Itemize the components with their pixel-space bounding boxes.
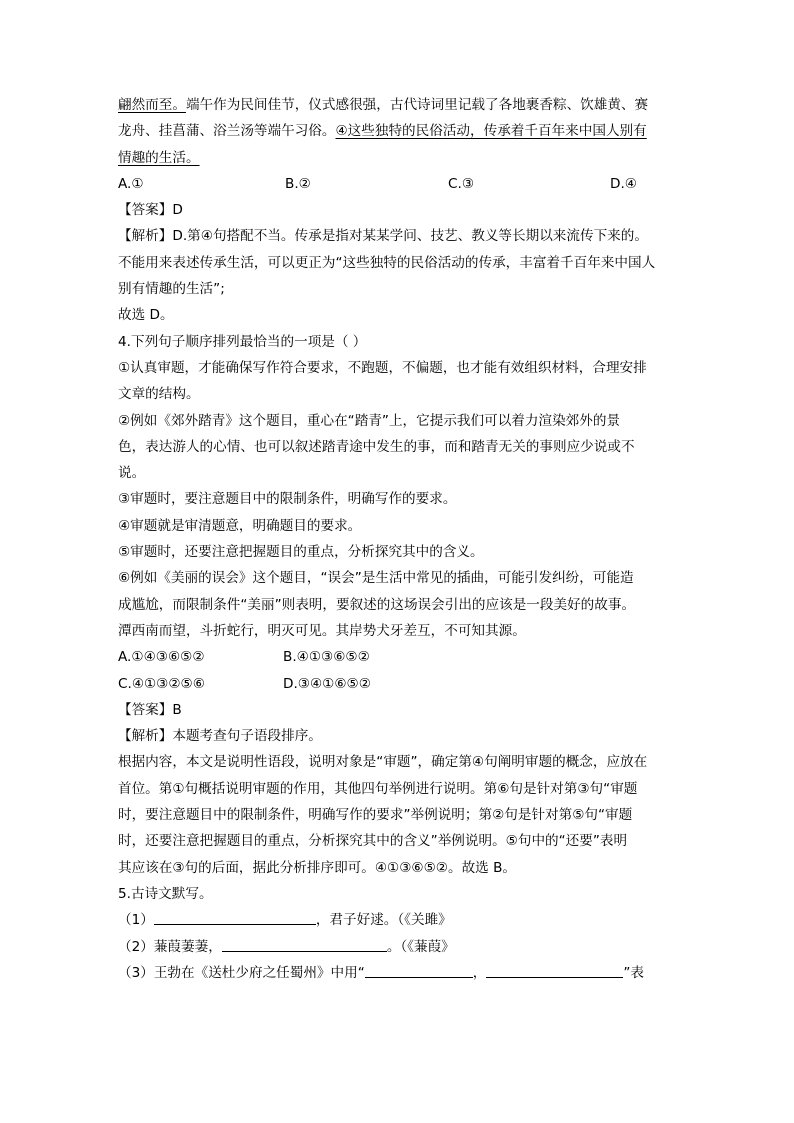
item-text: ，君子好逑。（《关雎》: [315, 912, 452, 929]
q4-sentence-line: ①认真审题，才能确保写作符合要求，不跑题，不偏题，也才能有效组织材料，合理安排: [118, 359, 647, 376]
answer-blank[interactable]: [154, 910, 316, 925]
item-number: （1）: [118, 912, 154, 929]
q4-sentence-line: ⑥例如《美丽的误会》这个题目，“误会”是生活中常见的插曲，可能引发纠纷，可能造: [118, 570, 634, 587]
option-d[interactable]: D.③④①⑥⑤②: [283, 675, 371, 692]
option-c[interactable]: C.④①③②⑤⑥: [118, 675, 205, 692]
q4-analysis-line: 时，要注意题目中的限制条件，明确写作的要求”举例说明；第②句是针对第⑤句“审题: [118, 807, 633, 824]
item-text: （2）蒹葭萋萋，: [118, 938, 222, 955]
q3-passage-line-3: [118, 145, 678, 171]
q4-sentence-line: 潭西南而望，斗折蛇行，明灭可见。其岸势犬牙差互，不可知其源。: [118, 622, 526, 639]
q4-analysis-line: 根据内容，本文是说明性语段，说明对象是“审题”，确定第④句阐明审题的概念，应放在: [118, 754, 648, 771]
option-b[interactable]: B.②: [285, 175, 311, 192]
q4-sentence-line: 成尴尬，而限制条件“美丽”则表明，要叙述的这场误会引出的应该是一段美好的故事。: [118, 596, 636, 613]
q4-analysis-line: 【解析】本题考查句子语段排序。: [118, 728, 322, 745]
q3-passage-line-2: [118, 118, 678, 144]
q4-answer: 【答案】B: [118, 701, 182, 718]
q4-sentence-line: ④审题就是审清题意，明确题目的要求。: [118, 517, 362, 534]
q4-sentence-line: 色，表达游人的心情、也可以叙述踏青途中发生的事，而和踏青无关的事则应少说或不: [118, 438, 635, 455]
item-text: 。（《蒹葭》: [386, 938, 455, 955]
q5-item-1: [118, 907, 678, 933]
q3-analysis-line: 【解析】D.第④句搭配不当。传承是指对某某学问、技艺、教义等长期以来流传下来的。: [118, 228, 648, 245]
q4-sentence-line: ③审题时，要注意题目中的限制条件，明确写作的要求。: [118, 491, 457, 508]
q4-sentence-line: ⑤审题时，还要注意把握题目的重点，分析探究其中的含义。: [118, 544, 484, 561]
q5-item-2: [118, 934, 678, 960]
q3-passage-line-1: [118, 92, 678, 118]
item-text: ，: [472, 964, 487, 981]
answer-blank[interactable]: [365, 963, 473, 978]
q3-analysis-line: 故选 D。: [118, 307, 174, 324]
q4-analysis-line: 首位。第①句概括说明审题的作用，其他四句举例进行说明。第⑥句是针对第③句“审题: [118, 780, 638, 797]
q5-title: 5.古诗文默写。: [118, 885, 213, 902]
q3-options: [118, 171, 678, 197]
option-a[interactable]: A.①: [118, 175, 144, 192]
exam-page: [118, 92, 678, 986]
option-d[interactable]: D.④: [610, 175, 637, 192]
q3-analysis-line: 别有情趣的生活”;: [118, 281, 225, 298]
item-text: （3）王勃在《送杜少府之任蜀州》中用“: [118, 964, 365, 981]
q4-sentence-line: 文章的结构。: [118, 386, 200, 403]
underlined-sentence-4: ④这些独特的民俗活动，传承着千百年来中国人别有: [335, 123, 647, 140]
item-text: ”表: [623, 964, 645, 981]
q4-options-row-1: [118, 644, 678, 670]
underlined-sentence-end: 翩然而至。: [118, 97, 186, 113]
q4-options-row-2: [118, 671, 678, 697]
q4-sentence-line: ②例如《郊外踏青》这个题目，重心在“踏青”上，它提示我们可以着力渲染郊外的景: [118, 412, 621, 429]
underlined-sentence-4-end: 情趣的生活。: [118, 149, 200, 166]
answer-blank[interactable]: [486, 963, 623, 978]
q4-sentence-line: 说。: [118, 465, 146, 482]
option-c[interactable]: C.③: [448, 175, 474, 192]
option-a[interactable]: A.①④③⑥⑤②: [118, 649, 205, 666]
q4-analysis-line: 时，还要注意把握题目的重点，分析探究其中的含义”举例说明。⑤句中的“还要”表明: [118, 833, 628, 850]
q4-title: 4.下列句子顺序排列最恰当的一项是（ ）: [118, 333, 367, 350]
passage-text: 端午作为民间佳节，仪式感很强，古代诗词里记载了各地裹香粽、饮雄黄、赛: [185, 97, 649, 113]
answer-blank[interactable]: [222, 937, 387, 952]
q5-item-3: [118, 960, 678, 986]
q4-analysis-line: 其应该在③句的后面，据此分析排序即可。④①③⑥⑤②。故选 B。: [118, 859, 517, 876]
passage-text: 龙舟、挂菖蒲、浴兰汤等端午习俗。: [118, 123, 336, 140]
q3-analysis-line: 不能用来表述传承生活，可以更正为“这些独特的民俗活动的传承，丰富着千百年来中国人: [118, 254, 656, 271]
option-b[interactable]: B.④①③⑥⑤②: [283, 649, 370, 666]
q3-answer: 【答案】D: [118, 202, 183, 219]
